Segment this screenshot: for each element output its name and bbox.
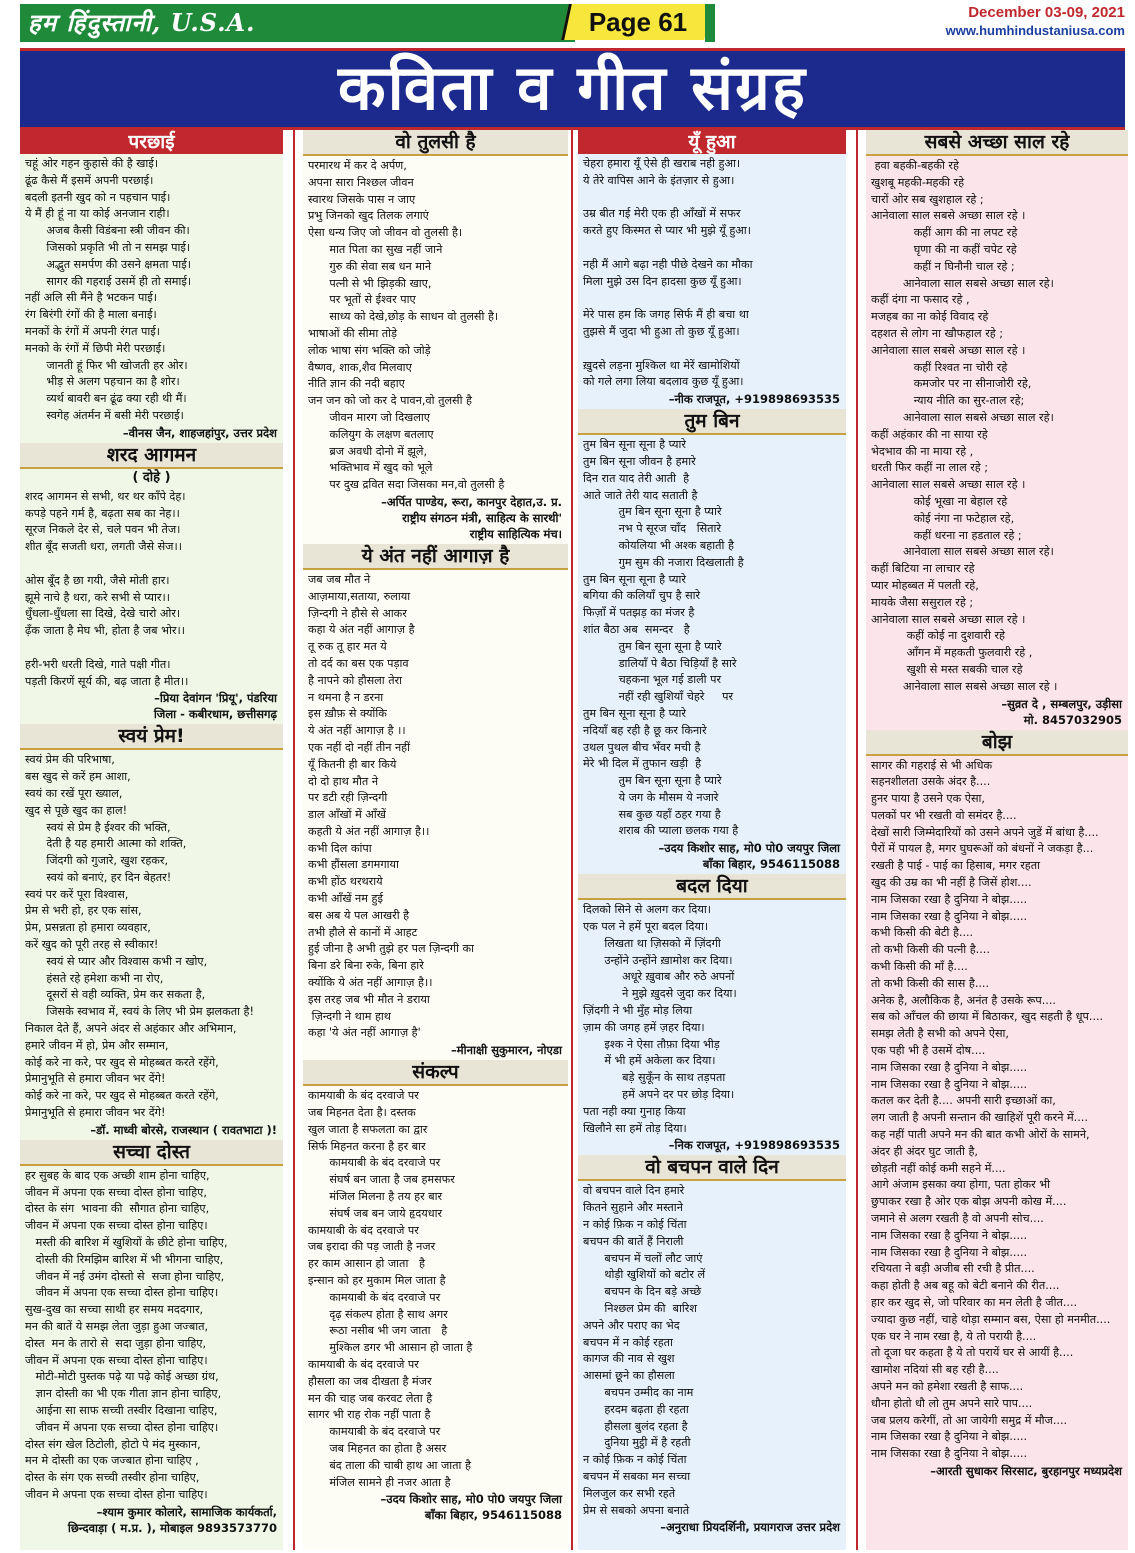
- poem-body: वो बचपन वाले दिन हमारे कितने सुहाने और मस्ताने न कोई फ़िक न कोई चिंता बचपन की बातें हैं निराली बचपन में चलों लौट जाएं थोड़ी खुशियों को बटोर लें बचपन के दिन बड़े अच्छे निश्छल प्रेम की बारिश अपने और पराए का भेद बचपन में न कोई रहता कागज की नाव से खुश आसमां छूने का हौसला बचपन उम्मीद का नाम हरदम बढ़ता ही रहता हौसला बुलंद रहता है दुनिया मुट्ठी में है रहती न कोई फ़िक न कोई चिंता बचपन में सबका मन सच्चा मिलजुल कर सभी रहते प्रेम से सबको अपना बनाते: [583, 1184, 706, 1517]
- poem-title: वो तुलसी है: [303, 130, 568, 156]
- poem-author: –मीनाक्षी सुकुमारन, नोएडा: [451, 1043, 562, 1058]
- poem-title: संकल्प: [303, 1060, 568, 1086]
- poem-body: हर सुबह के बाद एक अच्छी शाम होना चाहिए, जीवन में अपना एक सच्चा दोस्त होना चाहिए, दोस्त के संग भावना की सौगात होना चाहिए, जीवन में अपना एक सच्चा दोस्त होना चाहिए। मस्ती की बारिश में खुशियों के छीटे होना चाहिए, दोस्ती की रिमझिम बारिश में भी भीगना चाहिए, जीवन में नई उमंग दोस्तो से सजा होना चाहिए, जीवन में अपना एक सच्चा दोस्त होना चाहिए। सुख-दुख का सच्चा साथी हर समय मददगार, मन की बातें ये समझ लेता जुड़ा हुआ जज्बात, दोस्त मन के तारो से सदा जुड़ा होना चाहिए, जीवन में अपना एक सच्चा दोस्त होना चाहिए। मोटी-मोटी पुस्तक पढ़े या पढ़े कोई अच्छा ग्रंथ, ज्ञान दोस्ती का भी एक गीता ज्ञान होना चाहिए, आईना सा साफ सच्ची तस्वीर दिखाना चाहिए, जीवन में अपना एक सच्चा दोस्त होना चाहिए। दोस्त संग खेल ठिटोली, होटो पे मंद मुस्कान, मन मे दोस्ती का एक जज्बात होना चाहिए , दोस्त के संग एक सच्ची तस्वीर होना चाहिए, जीवन मे अपना एक सच्चा दोस्त होना चाहिए।: [25, 1168, 228, 1501]
- poem-author: –प्रिया देवांगन 'प्रियू', पंडरिया जिला - कबीरधाम, छत्तीसगढ़: [153, 691, 277, 722]
- poem-body: सागर की गहराई से भी अधिक सहनशीलता उसके अंदर है.... हुनर पाया है उसने एक ऐसा, पलकों पर भी रखती वो समंदर है.... देखों सारी जिम्मेदारियों को उसने अपने जुडें में बांधा है.... पैरों में पायल है, मगर घुघरूओं को बंधनों ने जकड़ा है... रखती है पाई - पाई का हिसाब, मगर रहता खुद की उम्र का भी नहीं है जिसें होश.... नाम जिसका रखा है दुनिया ने बोझ..... नाम जिसका रखा है दुनिया ने बोझ..... कभी किसी की बेटी है.... तो कभी किसी की पत्नी है.... कभी किसी की माँ है.... तो कभी किसी की सास है.... अनेक है, अलौकिक है, अनंत है उसके रूप.... सब को आँचल की छाया में बिठाकर, खुद सहती है धूप.... समझ लेती है सभी को अपने ऐसा, एक पही भी है उसमें दोष.... नाम जिसका रखा है दुनिया ने बोझ..... नाम जिसका रखा है दुनिया ने बोझ..... कतल कर देती है.... अपनी सारी इच्छाओं का, लग जाती है अपनी सन्तान की खाहिशें पूरी करने में.... कह नहीं पाती अपने मन की बात कभी ओरों के सामने, अंदर ही अंदर घुट जाती है, छोड़ती नहीं कोई कमी सहने में.... आगे अंजाम इसका क्या होगा, पता होकर भी छुपाकर रखा है ओर एक बोझ अपनी कोख में.... जमाने से अलग रखती है वो अपनी सोच.... नाम जिसका रखा है दुनिया ने बोझ..... नाम जिसका रखा है दुनिया ने बोझ..... रचियता ने बड़ी अजीब सी रची है प्रीत.... कहा होती है अब बहू को बेटी बनाने की रीत.... हार कर खुद से, जो परिवार का मन लेती है जीत.... ज्यादा कुछ नहीं, चाहे थोड़ा सम्मान बस, ऐसा हो मनमीत.... एक घर ने नाम रखा है, ये तो परायी है.... तो दूजा घर कहता है ये तो परायें घर से आयीं है.... खामोश नदियां सी बह रही है.... अपने मन को हमेशा रखती है साफ.... धौना होतो धौ लो तुम अपने सारे पाप.... जब प्रलय करेगीं, तो आ जायेगी समुद्र में मौज.... नाम जिसका रखा है दुनिया ने बोझ..... नाम जिसका रखा है दुनिया ने बोझ.....: [871, 758, 1111, 1461]
- poem-author: –उदय किशोर साह, मो0 पो0 जयपुर जिला बाँका बिहार, 9546115088: [380, 1492, 562, 1523]
- poem-title: बदल दिया: [578, 874, 846, 900]
- header-accent-bar: [705, 4, 715, 42]
- poem-author: –नीक राजपूत, +919898693535: [668, 392, 840, 407]
- poem-title: सबसे अच्छा साल रहे: [866, 130, 1128, 156]
- column-3: [578, 130, 846, 1550]
- column-divider: [571, 130, 573, 1550]
- poem-author: –सुव्रत दे , सम्बलपुर, उड़ीसा मो. 8457032905: [1001, 696, 1122, 727]
- column-divider: [293, 130, 295, 1550]
- poem-title: स्वयं प्रेम!: [20, 724, 283, 750]
- poem-body: स्वयं प्रेम की परिभाषा, बस खुद से करें हम आशा, स्वयं का रखें पूरा ख्याल, खुद से पूछे खुद का हाल! स्वयं से प्रेम है ईश्वर की भक्ति, देती है यह हमारी आत्मा को शक्ति, जिंदगी को गुजारे, खुश रहकर, स्वयं को बनाएं, हर दिन बेहतर! स्वयं पर करें पूरा विश्वास, प्रेम से भरी हो, हर एक सांस, प्रेम, प्रसन्नता हो हमारा व्यवहार, करें खुद को पूरी तरह से स्वीकार! स्वयं से प्यार और विश्वास कभी न खोए, हंसते रहे हमेशा कभी ना रोए, दूसरों से वही व्यक्ति, प्रेम कर सकता है, जिसके स्वभाव में, स्वयं के लिए भी प्रेम झलकता है! निकाल देते हैं, अपने अंदर से अहंकार और अभिमान, हमारे जीवन में हो, प्रेम और सम्मान, कोई करे ना करे, पर खुद से मोहब्बत करते रहेंगे, प्रेमानुभूति से हमारा जीवन भर देंगे! कोई करे ना करे, पर खुद से मोहब्बत करते रहेंगे, प्रेमानुभूति से हमारा जीवन भर देंगे!: [25, 753, 254, 1120]
- masthead: [20, 4, 575, 42]
- page-header: [0, 0, 1135, 46]
- poem-author: –आरती सुधाकर सिरसाट, बुरहानपुर मध्यप्रदेश: [930, 1463, 1122, 1478]
- page-number: Page 61: [588, 7, 688, 37]
- poem-title: ये अंत नहीं आगाज़ है: [303, 544, 568, 570]
- poem-author: –अनुराधा प्रियदर्शिनी, प्रयागराज उत्तर प्रदेश: [660, 1520, 840, 1535]
- poem-author: –अर्पित पाण्डेय, रूरा, कानपुर देहात,उ. प्र. राष्ट्रीय संगठन मंत्री, साहित्य के सारथी' राष्ट्रीय साहित्यिक मंच।: [381, 494, 562, 541]
- page-number-box: [561, 4, 712, 40]
- poem-title: यूँ हुआ: [578, 130, 846, 154]
- issue-date-block: [946, 4, 1125, 40]
- column-1: [20, 130, 283, 1550]
- masthead-title: हम हिंदुस्तानी, U.S.A.: [28, 8, 256, 37]
- poem-title: वो बचपन वाले दिन: [578, 1155, 846, 1181]
- poem-author: –निक राजपूत, +919898693535: [668, 1138, 840, 1153]
- poem-author: –श्याम कुमार कोलारे, सामाजिक कार्यकर्ता, छिन्दवाड़ा ( म.प्र. ), मोबाइल 9893573770: [67, 1504, 277, 1535]
- column-4: [866, 130, 1128, 1550]
- poem-author: –डॉ. माध्वी बोरसे, राजस्थान ( रावतभाटा )!: [90, 1122, 277, 1137]
- poem-body: जब जब मौत ने आज़माया,सताया, रुलाया ज़िन्दगी ने हौसे से आकर कहा ये अंत नहीं आगाज़ है तू रुक तू हार मत ये तो दर्द का बस एक पड़ाव है नापने को हौसला तेरा न थमना है न डरना इस ख़ौफ़ से क्योंकि ये अंत नहीं आगाज़ है ।। एक नहीं दो नहीं तीन नहीं यूँ कितनी ही बार किये दो दो हाथ मौत ने पर डटी रही ज़िन्दगी डाल आँखों में आँखें कहती ये अंत नहीं आगाज़ है।। कभी दिल कांपा कभी हौंसला डगमगाया कभी होंठ थरथराये कभी आँखें नम हुई बस अब ये पल आखरी है तभी हौले से कानों में आहट हुई जीना है अभी तुझे हर पल ज़िन्दगी का बिना डरे बिना रुके, बिना हारे क्योंकि ये अंत नहीं आगाज़ है।। इस तरह जब भी मौत ने डराया ज़िन्दगी ने थाम हाथ कहा 'ये अंत नहीं आगाज़ है': [308, 572, 475, 1040]
- column-divider: [856, 130, 858, 1550]
- poem-title: तुम बिन: [578, 409, 846, 435]
- poem-body: चहूं ओर गहन कुहासे की है खाई। ढूंढ कैसे मैं इसमें अपनी परछाई। बदली इतनी खुद को न पहचान पाई। ये मैं ही हूं ना या कोई अनजान राही। अजब कैसी विडंबना स्त्री जीवन की। जिसको प्रकृति भी तो न समझ पाई। अद्भुत समर्पण की उसने क्षमता पाई। सागर की गहराई उसमें ही तो समाई। नहीं अलि सी मैंने है भटकन पाई। रंग बिरंगी रंगों की है माला बनाई। मनकों के रंगों में अपनी रंगत पाई। मनको के रंगों में छिपी मेरी परछाई। जानती हूं फिर भी खोजती हर ओर। भीड़ से अलग पहचान का है शोर। व्यर्थ बावरी बन ढूंढ क्या रही थी मैं। स्वगेह अंतर्मन में बसी मेरी परछाई।: [25, 157, 192, 422]
- poem-author: –वीनस जैन, शाहजहांपुर, उत्तर प्रदेश: [122, 425, 277, 440]
- poem-body: कामयाबी के बंद दरवाजे पर जब मिहनत देता है। दस्तक खुल जाता है सफलता का द्वार सिर्फ मिहनत करना है हर बार कामयाबी के बंद दरवाजे पर संघर्ष बन जाता है जब हमसफर मंजिल मिलना है तय हर बार संघर्ष जब बन जाये हृदयधार कामयाबी के बंद दरवाजे पर जब इरादा की पड़ जाती है नजर हर काम आसान हो जाता है इन्सान को हर मुकाम मिल जाता है कामयाबी के बंद दरवाजे पर दृढ़ संकल्प होता है साथ अगर रूठा नसीब भी जग जाता है मुश्किल डगर भी आसान हो जाता है कामयाबी के बंद दरवाजे पर हौसला का जब दीखता है मंजर मन की चाह जब करवट लेता है सागर भी राह रोक नहीं पाता है कामयाबी के बंद दरवाजे पर जब मिहनत का होता है असर बंद ताला की चाबी हाथ आ जाता है मंजिल सामने ही नजर आता है: [308, 1089, 473, 1489]
- poem-title: शरद आगमन: [20, 443, 283, 469]
- poem-subtitle: ( दोहे ): [132, 469, 171, 485]
- poem-title: बोझ: [866, 730, 1128, 756]
- poem-author: –उदय किशोर साह, मो0 पो0 जयपुर जिला बाँका बिहार, 9546115088: [658, 841, 840, 872]
- poem-body: परमारथ में कर दे अर्पण, अपना सारा निश्छल जीवन स्वारथ जिसके पास न जाए प्रभु जिनको खुद तिलक लगाएं ऐसा धन्य जिए जो जीवन वो तुलसी है। मात पिता का सुख नहीं जाने गुरु की सेवा सब धन माने पत्नी से भी झिड़की खाए, पर भूतों से ईश्वर पाए साध्य को देखे,छोड़ के साधन वो तुलसी है। भाषाओं की सीमा तोड़े लोक भाषा संग भक्ति को जोड़े वैष्णव, शाक,शैव मिलवाए नीति ज्ञान की नदी बहाए जन जन को जो कर दे पावन,वो तुलसी है जीवन मारग जो दिखलाए कलियुग के लक्षण बतलाए ब्रज अवधी दोनो में झूले, भक्तिभाव में खुद को भूले पर दुख द्रवित सदा जिसका मन,वो तुलसी है: [308, 159, 505, 492]
- column-2: [303, 130, 568, 1550]
- website-link[interactable]: www.humhindustaniusa.com: [945, 23, 1125, 38]
- poem-title: परछाई: [20, 130, 283, 154]
- issue-date: December 03-09, 2021: [968, 4, 1125, 21]
- poem-body: हवा बहकी-बहकी रहे खुशबू महकी-महकी रहे चारों ओर सब खुशहाल रहे ; आनेवाला साल सबसे अच्छा साल रहे । कहीं आग की ना लपट रहे घृणा की ना कहीं चपेट रहे कहीं न घिनौनी चाल रहे ; आनेवाला साल सबसे अच्छा साल रहे। कहीं दंगा ना फसाद रहे , मजहब का ना कोई विवाद रहे दहशत से लोग ना खौफहाल रहे ; आनेवाला साल सबसे अच्छा साल रहे । कहीं रिश्वत ना चोरी रहे कमजोर पर ना सीनाजोरी रहे, न्याय नीति का सुर-ताल रहे; आनेवाला साल सबसे अच्छा साल रहे। कहीं अहंकार की ना साया रहे भेदभाव की ना माया रहे , धरती फिर कहीं ना लाल रहे ; आनेवाला साल सबसे अच्छा साल रहे । कोई भूखा ना बेहाल रहे कोई नंगा ना फटेहाल रहे, कहीं धरना ना हडताल रहे ; आनेवाला साल सबसे अच्छा साल रहे। कहीं बिटिया ना लाचार रहे प्यार मोहब्बत में पलती रहे, मायके जैसा ससुराल रहे ; आनेवाला साल सबसे अच्छा साल रहे । कहीं कोई ना दुशवारी रहे आँगन में महकती फुलवारी रहे , खुशी से मस्त सबकी चाल रहे आनेवाला साल सबसे अच्छा साल रहे ।: [871, 159, 1058, 693]
- poem-body: तुम बिन सूना सूना है प्यारे तुम बिन सूना जीवन है हमारे दिन रात याद तेरी आती है आते जाते तेरी याद सताती है तुम बिन सूना सूना है प्यारे नभ पे सूरज चाँद सितारे कोयलिया भी अश्क बहाती है गुम सुम की नजारा दिखलाती है तुम बिन सूना सूना है प्यारे बगिया की कलियाँ चुप है सारे फिज़ाँ में पतझड़ का मंजर है शांत बैठा अब समन्दर है तुम बिन सूना सूना है प्यारे डालियाँ पे बैठा चिड़ियाँ है सारे चहकना भूल गई डाली पर नहीं रही खुशियाँ चेहरे पर तुम बिन सूना सूना है प्यारे नदियाँ बह रही है छू कर किनारे उथल पुथल बीच भँवर मची है मेरे भी दिल में तुफान खड़ी है तुम बिन सूना सूना है प्यारे ये जग के मौसम ये नजारे सब कुछ यहाँ ठहर गया है शराब की प्याला छलक गया है: [583, 438, 744, 838]
- section-banner: [20, 48, 1125, 130]
- banner-title: कविता व गीत संग्रह: [338, 51, 807, 124]
- poem-body: चेहरा हमारा यूँ ऐसे ही खराब नही हुआ। ये तेरे वापिस आने के इंतज़ार से हुआ। उम्र बीत गई मेरी एक ही आँखों में सफर करते हुए किस्मत से प्यार भी मुझे यूँ हुआ। नही मैं आगे बढ़ा नही पीछे देखने का मौका मिला मुझे उस दिन हादसा कुछ यूँ हुआ। मेरे पास हम कि जगह सिर्फ मैं ही बचा था तुझसे मैं जुदा भी हुआ तो कुछ यूँ हुआ। ख़ुदसे लड़ना मुश्किल था मेरें खामोशियों को गले लगा लिया बदलाव कुछ यूँ हुआ।: [583, 157, 753, 389]
- poem-body: दिलको सिने से अलग कर दिया। एक पल ने हमें पूरा बदल दिया। लिखता था ज़िसको में ज़िंदगी उन्होंने उन्होंने ख़ामोश कर दिया। अधूरे ख़ुवाब और रुठे अपनों ने मुझे ख़ुदसे जुदा कर दिया। ज़िंदगी ने भी मुँह मोड़ लिया ज़ाम की जगह हमें ज़हर दिया। इश्क ने ऐसा तौफ़ा दिया भीड़ में भी हमें अकेला कर दिया। बड़े सुकूँन के साथ तड़पता हमें अपने दर पर छोड़ दिया। पता नही क्या गुनाह किया खिलौने सा हमें तोड़ दिया।: [583, 903, 737, 1135]
- poem-title: सच्चा दोस्त: [20, 1140, 283, 1166]
- poem-body: शरद आगमन से सभी, थर थर काँपे देह। कपड़े पहने गर्म है, बढ़ता सब का नेह।। सूरज निकले देर से, चले पवन भी तेज। शीत बूँद सजती धरा, लगती जैसे सेज।। ओस बूँद है छा गयी, जैसे मोती हार। झूमे नाचे है धरा, करे सभी से प्यार।। धुँधला-धुँधला सा दिखे, देखे चारो ओर। ढ़ँक जाता है मेघ भी, होता है जब भोर।। हरी-भरी धरती दिखे, गाते पक्षी गीत। पड़ती किरणें सूर्य की, बढ़ जाता है मीत।।: [25, 489, 189, 688]
